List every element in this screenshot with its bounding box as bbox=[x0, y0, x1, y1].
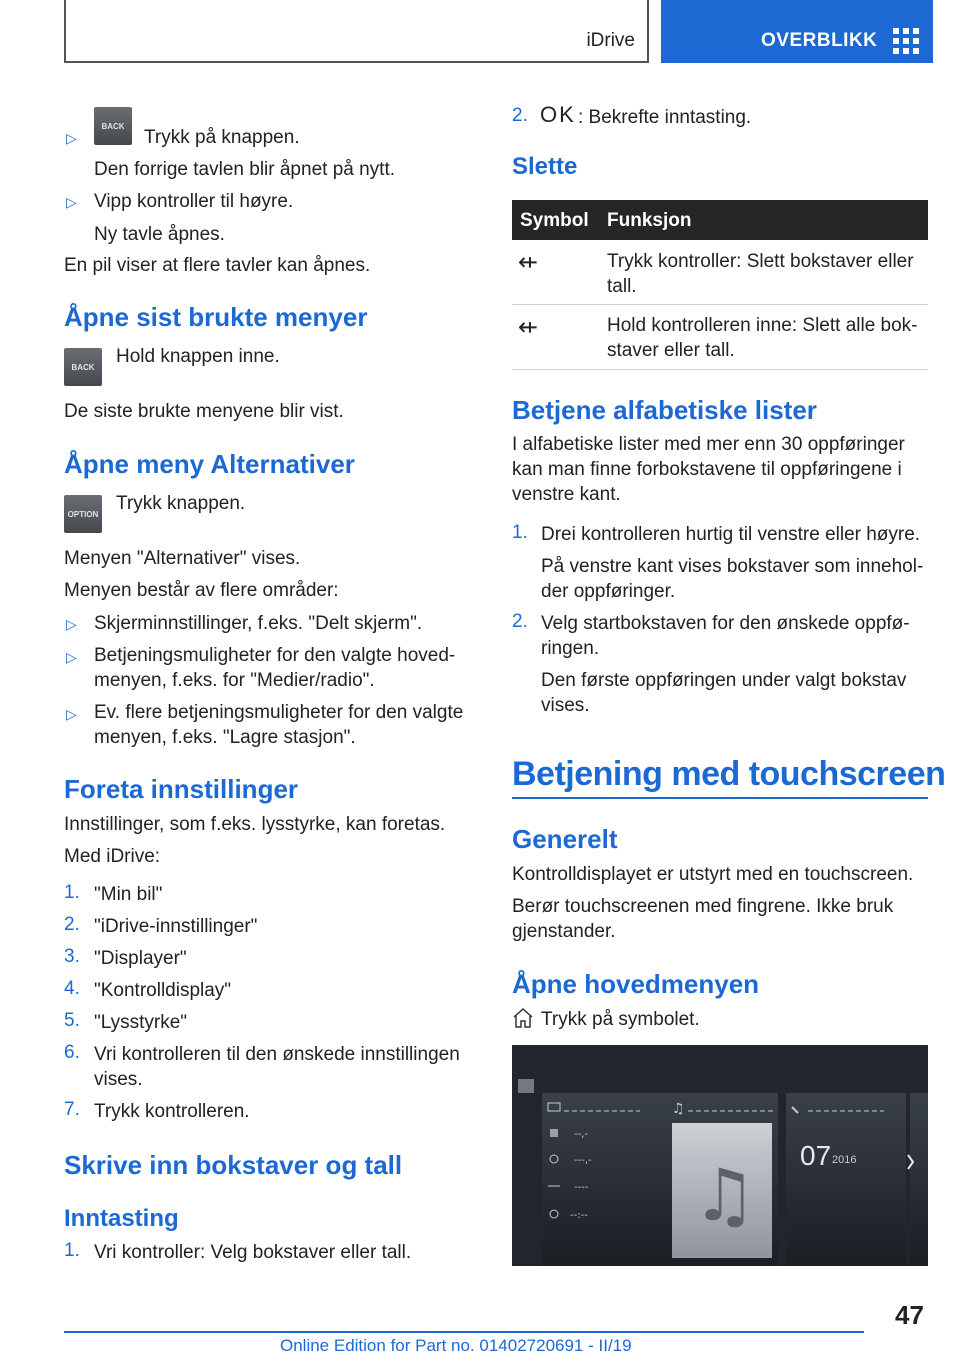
triangle-bullet-icon: ▷ bbox=[66, 649, 77, 665]
triangle-bullet-icon: ▷ bbox=[66, 130, 77, 146]
back-key-image: BACK bbox=[94, 107, 132, 145]
table-row-divider bbox=[512, 304, 928, 305]
grid-menu-icon bbox=[893, 28, 919, 54]
step-number: 5. bbox=[64, 1010, 80, 1031]
step-number: 3. bbox=[64, 946, 80, 967]
main-menu-instruction: Trykk på symbolet. bbox=[541, 1009, 700, 1030]
settings-text: Innstillinger, som f.eks. lysstyrke, kan foretas. bbox=[64, 814, 446, 835]
area-item: Betjeningsmuligheter for den valgte hoved- bbox=[94, 645, 456, 666]
table-cell: Trykk kontroller: Slett bokstaver eller bbox=[607, 251, 914, 272]
step-result: Den første oppføringen under valgt bokstav bbox=[541, 670, 907, 691]
header-section-box bbox=[64, 0, 649, 63]
table-header bbox=[512, 200, 928, 240]
control-display-image bbox=[512, 1045, 928, 1266]
step-text: Vri kontrolleren til den ønskede innstillingen bbox=[94, 1044, 460, 1065]
heading-alpha-lists: Betjene alfabetiske lister bbox=[512, 395, 817, 425]
general-text: Berør touchscreenen med fingrene. Ikke bruk bbox=[512, 896, 894, 917]
delete-arrow-icon: ⇷ bbox=[518, 314, 539, 341]
home-icon bbox=[512, 1007, 534, 1029]
table-row-divider bbox=[512, 369, 928, 370]
step-number: 1. bbox=[512, 522, 528, 543]
step-number: 2. bbox=[512, 611, 528, 632]
bullet-1-result: Den forrige tavlen blir åpnet på nytt. bbox=[94, 159, 396, 180]
heading-touchscreen: Betjening med touchscreen bbox=[512, 755, 946, 793]
step-text-cont: vises. bbox=[94, 1069, 143, 1090]
bullet-2-text: Vipp kontroller til høyre. bbox=[94, 191, 294, 212]
table-cell: staver eller tall. bbox=[607, 340, 735, 361]
heading-settings: Foreta innstillinger bbox=[64, 774, 299, 804]
step-text: : Bekrefte inntasting. bbox=[578, 107, 752, 128]
step-text: Drei kontrolleren hurtig til venstre eller høyre. bbox=[541, 524, 921, 545]
back-key-image: BACK bbox=[64, 348, 102, 386]
triangle-bullet-icon: ▷ bbox=[66, 706, 77, 722]
alpha-text: kan man finne forbokstavene til oppføringene i bbox=[512, 459, 902, 480]
bullet-2-result: Ny tavle åpnes. bbox=[94, 224, 225, 245]
area-item: Ev. flere betjeningsmuligheter for den valgte bbox=[94, 702, 464, 723]
triangle-bullet-icon: ▷ bbox=[66, 616, 77, 632]
alpha-text: I alfabetiske lister med mer enn 30 oppføringer bbox=[512, 434, 905, 455]
alpha-text: venstre kant. bbox=[512, 484, 621, 505]
general-text: gjenstander. bbox=[512, 921, 616, 942]
step-number: 2. bbox=[64, 914, 80, 935]
step-text: "Kontrolldisplay" bbox=[94, 980, 232, 1001]
svg-text:---,-: ---,- bbox=[574, 1155, 592, 1166]
heading-recent-menus: Åpne sist brukte menyer bbox=[64, 302, 368, 332]
step-text: "iDrive-innstillinger" bbox=[94, 916, 258, 937]
general-text: Kontrolldisplayet er utstyrt med en touchscreen. bbox=[512, 864, 914, 885]
heading-main-menu: Åpne hovedmenyen bbox=[512, 969, 760, 999]
table-cell: Hold kontrolleren inne: Slett alle bok- bbox=[607, 315, 918, 336]
arrow-note: En pil viser at flere tavler kan åpnes. bbox=[64, 255, 371, 276]
options-areas-intro: Menyen består av flere områder: bbox=[64, 580, 339, 601]
area-item-cont: menyen, f.eks. "Lagre stasjon". bbox=[94, 727, 356, 748]
heading-letters-numbers: Skrive inn bokstaver og tall bbox=[64, 1150, 403, 1180]
svg-text:--:--: --:-- bbox=[570, 1210, 588, 1221]
footer-rule bbox=[64, 1331, 864, 1333]
triangle-bullet-icon: ▷ bbox=[66, 194, 77, 210]
page-number: 47 bbox=[895, 1300, 924, 1330]
area-item: Skjerminnstillinger, f.eks. "Delt skjerm". bbox=[94, 613, 423, 634]
step-result: der oppføringer. bbox=[541, 581, 676, 602]
svg-text:♫: ♫ bbox=[672, 1101, 685, 1117]
svg-text:----: ---- bbox=[574, 1182, 589, 1193]
overview-button[interactable] bbox=[661, 0, 933, 63]
ok-symbol: OK bbox=[540, 102, 576, 127]
step-result: På venstre kant vises bokstaver som innehol- bbox=[541, 556, 924, 577]
step-text-cont: ringen. bbox=[541, 638, 600, 659]
subheading-input: Inntasting bbox=[64, 1205, 179, 1232]
step-number: 1. bbox=[64, 882, 80, 903]
step-text: Vri kontroller: Velg bokstaver eller tall. bbox=[94, 1242, 412, 1263]
heading-general: Generelt bbox=[512, 824, 618, 854]
table-header-symbol: Symbol bbox=[520, 210, 589, 231]
step-text: "Lysstyrke" bbox=[94, 1012, 188, 1033]
svg-text:♫: ♫ bbox=[692, 1153, 757, 1237]
recent-result: De siste brukte menyene blir vist. bbox=[64, 401, 344, 422]
footer-edition: Online Edition for Part no. 01402720691 - II/19 bbox=[280, 1336, 632, 1355]
step-number: 1. bbox=[64, 1240, 80, 1261]
table-header-function: Funksjon bbox=[607, 210, 692, 231]
settings-with: Med iDrive: bbox=[64, 846, 161, 867]
step-number: 7. bbox=[64, 1099, 80, 1120]
overview-label: OVERBLIKK bbox=[761, 30, 878, 51]
svg-text:07: 07 bbox=[800, 1140, 832, 1171]
options-shown: Menyen "Alternativer" vises. bbox=[64, 548, 301, 569]
delete-arrow-icon: ⇷ bbox=[518, 249, 539, 276]
heading-underline bbox=[512, 797, 928, 799]
area-item-cont: menyen, f.eks. for "Medier/radio". bbox=[94, 670, 375, 691]
step-result: vises. bbox=[541, 695, 590, 716]
step-number: 2. bbox=[512, 105, 528, 126]
svg-text:2016: 2016 bbox=[832, 1154, 857, 1166]
bullet-1-text: Trykk på knappen. bbox=[144, 127, 300, 148]
step-text: Velg startbokstaven for den ønskede oppfø- bbox=[541, 613, 910, 634]
step-number: 4. bbox=[64, 978, 80, 999]
options-instruction: Trykk knappen. bbox=[116, 493, 246, 514]
step-text: "Displayer" bbox=[94, 948, 187, 969]
recent-instruction: Hold knappen inne. bbox=[116, 346, 280, 367]
step-number: 6. bbox=[64, 1042, 80, 1063]
header-section-title: iDrive bbox=[586, 30, 635, 51]
svg-text:--,-: --,- bbox=[574, 1129, 589, 1140]
table-cell: tall. bbox=[607, 276, 637, 297]
option-key-image: OPTION bbox=[64, 495, 102, 533]
subheading-delete: Slette bbox=[512, 153, 578, 180]
step-text: Trykk kontrolleren. bbox=[94, 1101, 250, 1122]
heading-options-menu: Åpne meny Alternativer bbox=[64, 449, 355, 479]
step-text: "Min bil" bbox=[94, 884, 163, 905]
